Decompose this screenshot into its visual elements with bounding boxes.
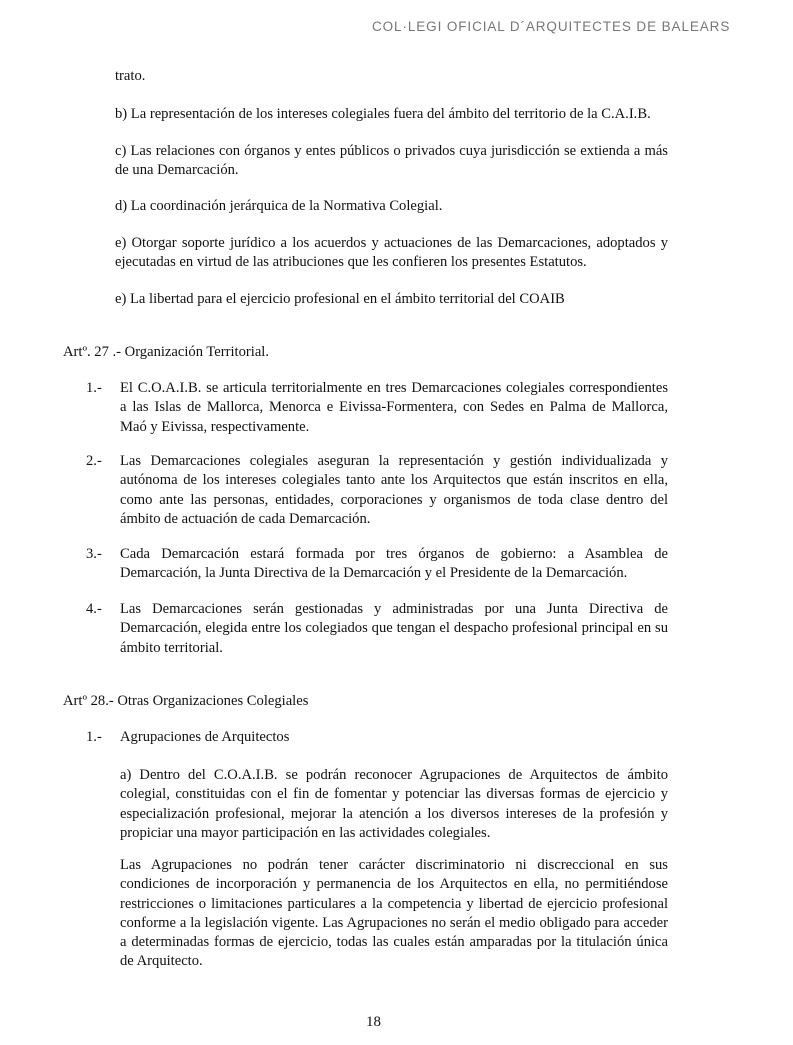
continuation-text: trato. — [115, 68, 146, 84]
art27-item-4-number: 4.- — [86, 601, 102, 617]
art27-item-2-text: Las Demarcaciones colegiales aseguran la representación y gestión individualizada y autónoma de los intereses colegiales tanto ante los Arquitectos que están inscritos en ella, como ante las personas, entidades, corporaciones y organismos de toda clase dentro del ámbito de actuación de cada Demarcación. — [120, 453, 668, 527]
page-header: COL·LEGI OFICIAL D´ARQUITECTES DE BALEARS — [372, 19, 731, 34]
art28-paragraph-a: a) Dentro del C.O.A.I.B. se podrán reconocer Agrupaciones de Arquitectos de ámbito colegial, constituidas con el fin de fomentar y potenciar las diversas formas de ejercicio y especialización profesional, mejorar la atención a los diversos intereses de la profesión y propiciar una mayor participación en las actividades colegiales. — [120, 767, 668, 841]
art27-item-1-text: El C.O.A.I.B. se articula territorialmente en tres Demarcaciones colegiales correspondientes a las Islas de Mallorca, Menorca e Eivissa-Formentera, con Sedes en Palma de Mallorca, Maó y Eivissa, respectivamente. — [120, 380, 668, 435]
art26-item-d: d) La coordinación jerárquica de la Normativa Colegial. — [115, 198, 443, 214]
art28-paragraph-2: Las Agrupaciones no podrán tener carácter discriminatorio ni discreccional en sus condiciones de incorporación y permanencia de los Arquitectos en ella, no permitiéndose restricciones o limitaciones particulares a la competencia y libertad de ejercicio profesional conforme a la legislación vigente. Las Agrupaciones no serán el medio obligado para acceder a determinadas formas de ejercicio, todas las cuales están amparadas por la titulación única de Arquitecto. — [120, 857, 668, 970]
art26-item-e2: e) La libertad para el ejercicio profesional en el ámbito territorial del COAIB — [115, 291, 565, 307]
art27-heading: Artº. 27 .- Organización Territorial. — [63, 344, 269, 360]
art27-item-1-number: 1.- — [86, 380, 102, 396]
page-number: 18 — [366, 1014, 381, 1030]
art27-item-4-text: Las Demarcaciones serán gestionadas y administradas por una Junta Directiva de Demarcación, elegida entre los colegiados que tengan el despacho profesional principal en su ámbito territorial. — [120, 601, 668, 656]
art28-item-1-number: 1.- — [86, 729, 102, 745]
art27-item-3-text: Cada Demarcación estará formada por tres órganos de gobierno: a Asamblea de Demarcación, la Junta Directiva de la Demarcación y el Presidente de la Demarcación. — [120, 546, 668, 582]
art27-item-3-number: 3.- — [86, 546, 102, 562]
art26-item-c: c) Las relaciones con órganos y entes públicos o privados cuya jurisdicción se extienda a más de una Demarcación. — [115, 143, 668, 179]
art26-item-b: b) La representación de los intereses colegiales fuera del ámbito del territorio de la C.A.I.B. — [115, 106, 651, 122]
art27-item-2-number: 2.- — [86, 453, 102, 469]
art28-item-1-title: Agrupaciones de Arquitectos — [120, 729, 290, 745]
art26-item-e1: e) Otorgar soporte jurídico a los acuerdos y actuaciones de las Demarcaciones, adoptados y ejecutadas en virtud de las atribuciones que les confieren los presentes Estatutos. — [115, 235, 668, 271]
art28-heading: Artº 28.- Otras Organizaciones Colegiales — [63, 693, 309, 709]
